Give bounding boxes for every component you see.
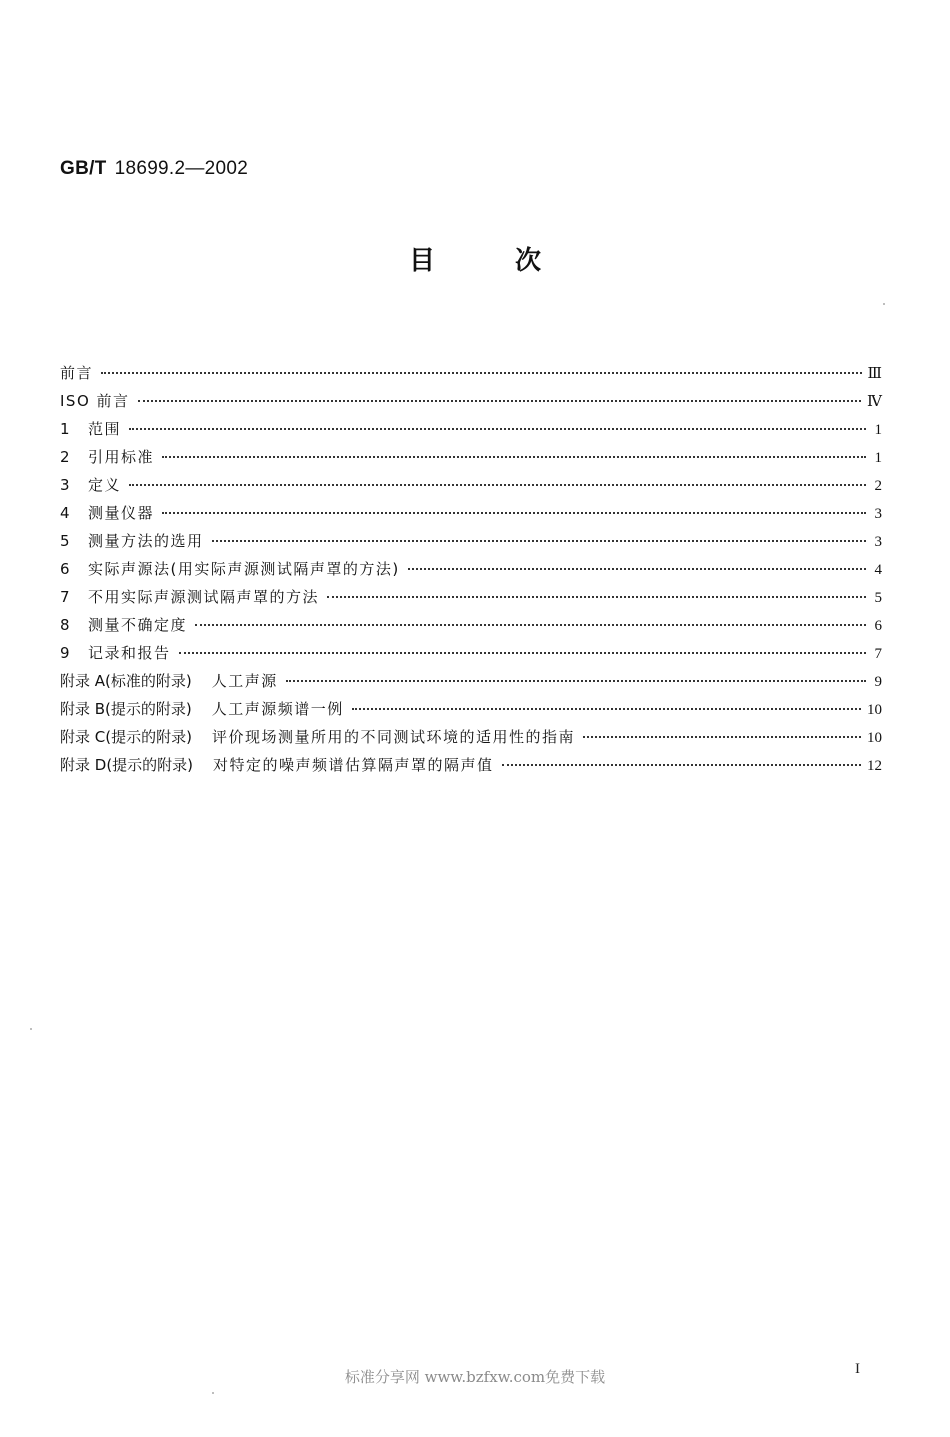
toc-entry-label: 不用实际声源测试隔声罩的方法 [88,588,320,606]
toc-entry-label: 引用标准 [88,448,155,466]
toc-leader-dots [129,428,866,430]
toc-entry[interactable] [60,698,882,726]
toc-entry-page: Ⅲ [867,366,882,382]
toc-leader-dots [408,568,866,570]
toc-entry-page: 5 [874,590,882,606]
toc-entry[interactable] [60,670,882,698]
toc-leader-dots [101,372,862,374]
toc-entry[interactable] [60,558,882,586]
toc-leader-dots [138,400,861,402]
scan-speck [883,303,885,305]
toc-entry[interactable] [60,502,882,530]
toc-entry[interactable] [60,642,882,670]
toc-entry-label: 人工声源 [211,672,278,690]
toc-entry-page: 3 [874,534,882,550]
toc-entry-number: 2 [60,448,70,466]
toc-entry[interactable] [60,530,882,558]
watermark-footer: 标准分享网 www.bzfxw.com免费下载 [344,1368,606,1386]
toc-entry-number: 9 [60,644,70,662]
page-title: 目次 [408,246,621,276]
toc-entry-label: 测量不确定度 [88,616,188,634]
toc-entry[interactable] [60,754,882,782]
toc-entry-label: 评价现场测量所用的不同测试环境的适用性的指南 [211,728,575,746]
toc-entry-page: 6 [874,618,882,634]
toc-entry-label: 对特定的噪声频谱估算隔声罩的隔声值 [213,756,494,774]
toc-entry[interactable] [60,474,882,502]
toc-entry[interactable] [60,362,882,390]
toc-entry-number: 4 [60,504,70,522]
toc-entry-number: 3 [60,476,70,494]
toc-leader-dots [502,764,861,766]
toc-entry-label: 前言 [60,364,94,382]
toc-entry-page: Ⅳ [867,394,882,410]
toc-leader-dots [162,512,866,514]
toc-entry-label: ISO 前言 [60,392,130,410]
toc-entry-page: 12 [867,758,882,774]
toc-entry-label: 实际声源法(用实际声源测试隔声罩的方法) [88,560,400,578]
toc-entry[interactable] [60,446,882,474]
toc-entry[interactable] [60,586,882,614]
page-number: I [855,1361,860,1377]
toc-leader-dots [162,456,866,458]
toc-leader-dots [352,708,861,710]
scan-speck [30,1028,32,1030]
scan-speck [212,1392,214,1394]
toc-entry-number: 8 [60,616,70,634]
toc-entry-number: 1 [60,420,70,438]
toc-entry-label: 人工声源频谱一例 [211,700,344,718]
toc-entry-page: 4 [874,562,882,578]
table-of-contents [60,362,882,782]
toc-appendix-head: 附录 D(提示的附录) [60,756,194,774]
toc-leader-dots [195,624,866,626]
toc-entry-number: 5 [60,532,70,550]
toc-entry-label: 记录和报告 [88,644,171,662]
toc-entry-label: 定义 [88,476,122,494]
toc-leader-dots [327,596,866,598]
toc-entry-page: 9 [874,674,882,690]
toc-entry[interactable] [60,614,882,642]
toc-entry[interactable] [60,390,882,418]
toc-entry-number: 7 [60,588,70,606]
toc-appendix-head: 附录 C(提示的附录) [60,728,192,746]
toc-entry-page: 2 [874,478,882,494]
toc-appendix-head: 附录 A(标准的附录) [60,672,192,690]
toc-appendix-head: 附录 B(提示的附录) [60,700,192,718]
toc-entry-page: 7 [874,646,882,662]
standard-prefix: GB/T [60,158,107,179]
toc-leader-dots [179,652,866,654]
toc-entry-page: 1 [874,422,882,438]
toc-entry-page: 10 [867,702,882,718]
toc-entry-page: 3 [874,506,882,522]
standard-code [60,158,248,180]
toc-entry[interactable] [60,418,882,446]
toc-entry-label: 测量方法的选用 [88,532,204,550]
toc-entry-label: 测量仪器 [88,504,155,522]
toc-entry-number: 6 [60,560,70,578]
toc-leader-dots [583,736,861,738]
toc-entry-label: 范围 [88,420,122,438]
standard-number: 18699.2—2002 [114,158,249,179]
toc-leader-dots [286,680,866,682]
toc-entry[interactable] [60,726,882,754]
toc-leader-dots [129,484,866,486]
toc-entry-page: 1 [874,450,882,466]
toc-leader-dots [212,540,866,542]
toc-entry-page: 10 [867,730,882,746]
